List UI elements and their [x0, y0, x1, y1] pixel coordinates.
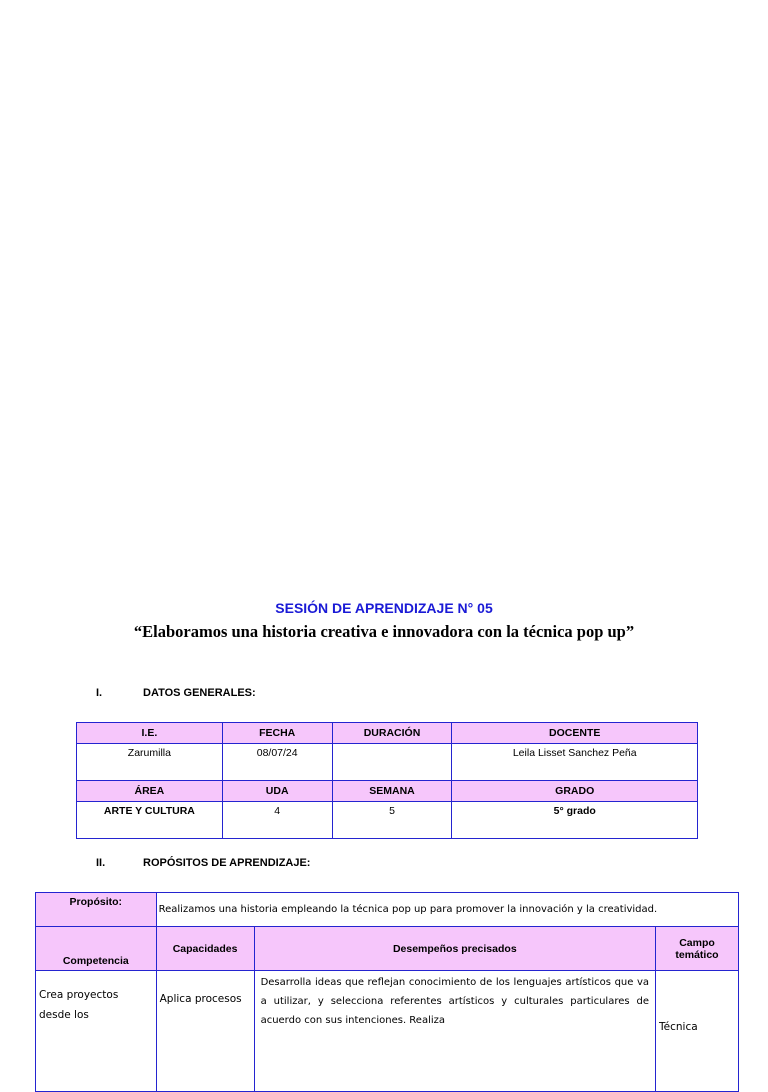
header-area: ÁREA: [77, 781, 223, 802]
value-semana: 5: [332, 802, 452, 839]
value-uda: 4: [222, 802, 332, 839]
competencia-cell: Crea proyectos desde los: [36, 971, 157, 1092]
section-heading-propositos: [96, 857, 310, 869]
value-fecha: 08/07/24: [222, 744, 332, 781]
header-docente: DOCENTE: [452, 723, 698, 744]
section-heading-datos: [96, 687, 256, 699]
header-uda: UDA: [222, 781, 332, 802]
header-ie: I.E.: [77, 723, 223, 744]
desempeno-cell: Desarrolla ideas que reflejan conocimiento de los lenguajes artísticos que va a utilizar, y selecciona referentes artísticos y culturales particulares de acuerdo con sus intenciones. Realiza: [254, 971, 655, 1092]
table-row: [36, 893, 739, 927]
header-capacidades: Capacidades: [156, 927, 254, 971]
value-ie: Zarumilla: [77, 744, 223, 781]
header-grado: GRADO: [452, 781, 698, 802]
table-row: [77, 723, 698, 744]
proposito-text: Realizamos una historia empleando la técnica pop up para promover la innovación y la creatividad.: [156, 893, 738, 927]
table-row: [36, 971, 739, 1092]
campo-cell: Técnica: [656, 971, 739, 1092]
value-grado: 5° grado: [452, 802, 698, 839]
session-title: SESIÓN DE APRENDIZAJE N° 05: [275, 600, 493, 616]
table-row: [77, 744, 698, 781]
header-competencia: Competencia: [36, 927, 157, 971]
header-semana: SEMANA: [332, 781, 452, 802]
capacidad-cell: Aplica procesos: [156, 971, 254, 1092]
section-number: I.: [96, 687, 103, 699]
proposito-label: Propósito:: [36, 893, 157, 927]
header-campo-tematico: Campo temático: [656, 927, 739, 971]
table-row: [77, 802, 698, 839]
datos-generales-table: [76, 722, 698, 839]
table-row: [77, 781, 698, 802]
section-label: DATOS GENERALES:: [143, 687, 256, 699]
header-fecha: FECHA: [222, 723, 332, 744]
section-number: II.: [96, 857, 106, 869]
table-row: [36, 927, 739, 971]
value-area: ARTE Y CULTURA: [77, 802, 223, 839]
section-label: ROPÓSITOS DE APRENDIZAJE:: [143, 857, 311, 869]
value-duracion: [332, 744, 452, 781]
session-subtitle: “Elaboramos una historia creativa e innovadora con la técnica pop up”: [133, 622, 635, 641]
propositos-table: [35, 892, 739, 1092]
value-docente: Leila Lisset Sanchez Peña: [452, 744, 698, 781]
header-duracion: DURACIÓN: [332, 723, 452, 744]
header-desempenos: Desempeños precisados: [254, 927, 655, 971]
